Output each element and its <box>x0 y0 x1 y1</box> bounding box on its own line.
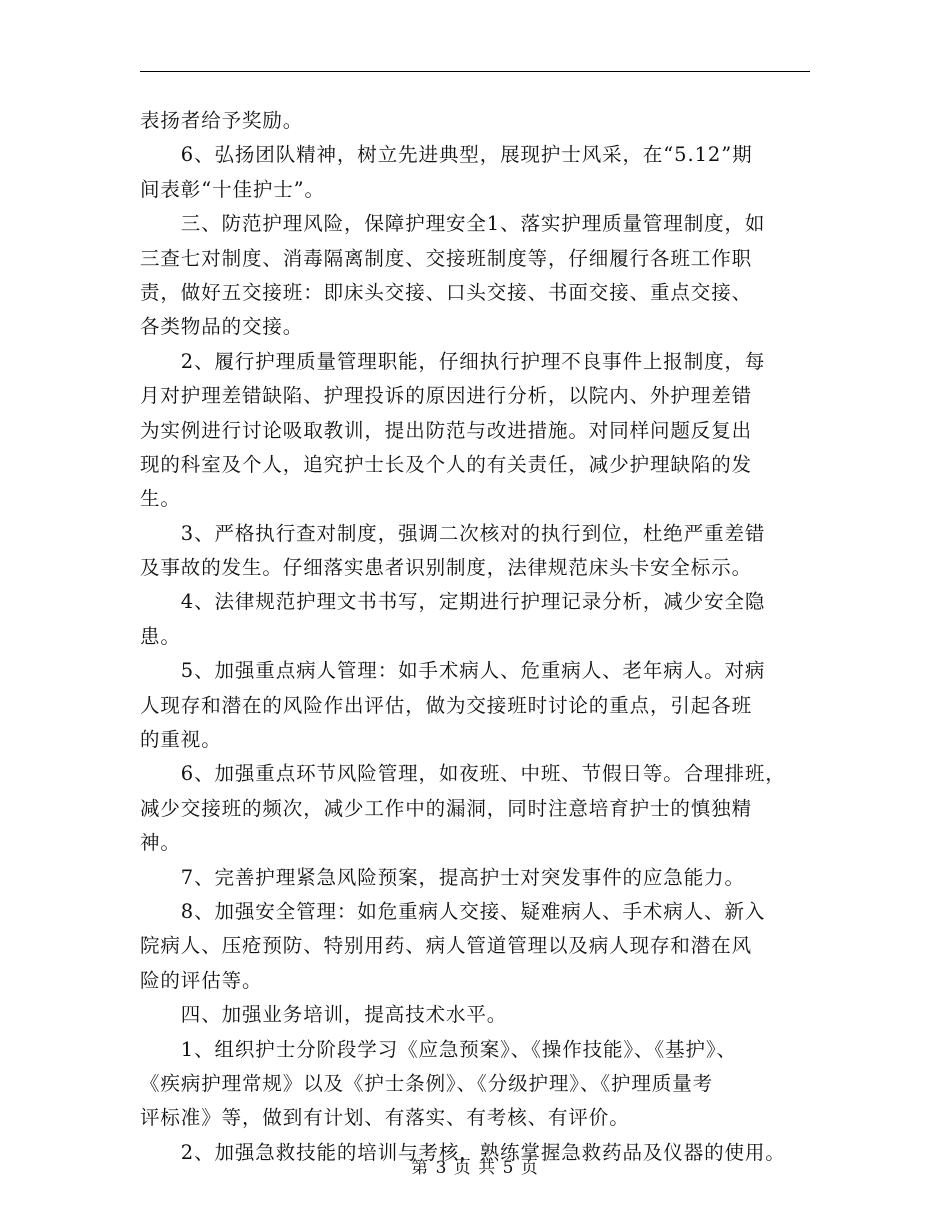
text-line: 生。 <box>140 487 181 511</box>
header-rule <box>140 71 810 72</box>
text-line: 现的科室及个人，追究护士长及个人的有关责任，减少护理缺陷的发 <box>140 452 753 476</box>
text-line: 3、严格执行查对制度，强调二次核对的执行到位，杜绝严重差错 <box>140 521 766 545</box>
text-line: 4、法律规范护理文书书写，定期进行护理记录分析，减少安全隐 <box>140 590 766 614</box>
text-line: 5、加强重点病人管理：如手术病人、危重病人、老年病人。对病 <box>140 659 766 683</box>
text-line: 险的评估等。 <box>140 968 263 992</box>
text-line: 7、完善护理紧急风险预案，提高护士对突发事件的应急能力。 <box>140 865 745 889</box>
text-line: 2、履行护理质量管理职能，仔细执行护理不良事件上报制度，每 <box>140 349 766 373</box>
text-line: 月对护理差错缺陷、护理投诉的原因进行分析，以院内、外护理差错 <box>140 384 753 408</box>
text-line: 8、加强安全管理：如危重病人交接、疑难病人、手术病人、新入 <box>140 899 766 923</box>
document-body <box>140 104 812 1170</box>
text-line: 四、加强业务培训，提高技术水平。 <box>140 1003 508 1027</box>
text-line: 6、弘扬团队精神，树立先进典型，展现护士风采，在“5.12”期 <box>140 143 753 167</box>
text-line: 《疾病护理常规》以及《护士条例》、《分级护理》、《护理质量考 <box>140 1071 714 1095</box>
text-line: 及事故的发生。仔细落实患者识别制度，法律规范床头卡安全标示。 <box>140 556 753 580</box>
text-line: 责，做好五交接班：即床头交接、口头交接、书面交接、重点交接、 <box>140 280 753 304</box>
text-line: 6、加强重点环节风险管理，如夜班、中班、节假日等。合理排班， <box>140 762 786 786</box>
text-line: 神。 <box>140 831 181 855</box>
text-line: 1、组织护士分阶段学习《应急预案》、《操作技能》、《基护》、 <box>140 1037 737 1061</box>
text-line: 评标准》等，做到有计划、有落实、有考核、有评价。 <box>140 1106 630 1130</box>
text-line: 各类物品的交接。 <box>140 315 304 339</box>
text-line: 三查七对制度、消毒隔离制度、交接班制度等，仔细履行各班工作职 <box>140 246 753 270</box>
text-line: 2、加强急救技能的培训与考核，熟练掌握急救药品及仪器的使用。 <box>140 1140 786 1164</box>
text-line: 间表彰“十佳护士”。 <box>140 177 325 201</box>
page-number: 第 3 页 共 5 页 <box>411 1158 539 1178</box>
text-line: 减少交接班的频次，减少工作中的漏洞，同时注意培育护士的慎独精 <box>140 796 753 820</box>
text-line: 人现存和潜在的风险作出评估，做为交接班时讨论的重点，引起各班 <box>140 693 753 717</box>
text-line: 为实例进行讨论吸取教训，提出防范与改进措施。对同样问题反复出 <box>140 418 753 442</box>
text-line: 的重视。 <box>140 728 222 752</box>
text-line: 三、防范护理风险，保障护理安全1、落实护理质量管理制度，如 <box>140 212 766 236</box>
text-line: 院病人、压疮预防、特别用药、病人管道管理以及病人现存和潜在风 <box>140 934 753 958</box>
text-line: 表扬者给予奖励。 <box>140 109 304 132</box>
text-line: 患。 <box>140 624 181 648</box>
